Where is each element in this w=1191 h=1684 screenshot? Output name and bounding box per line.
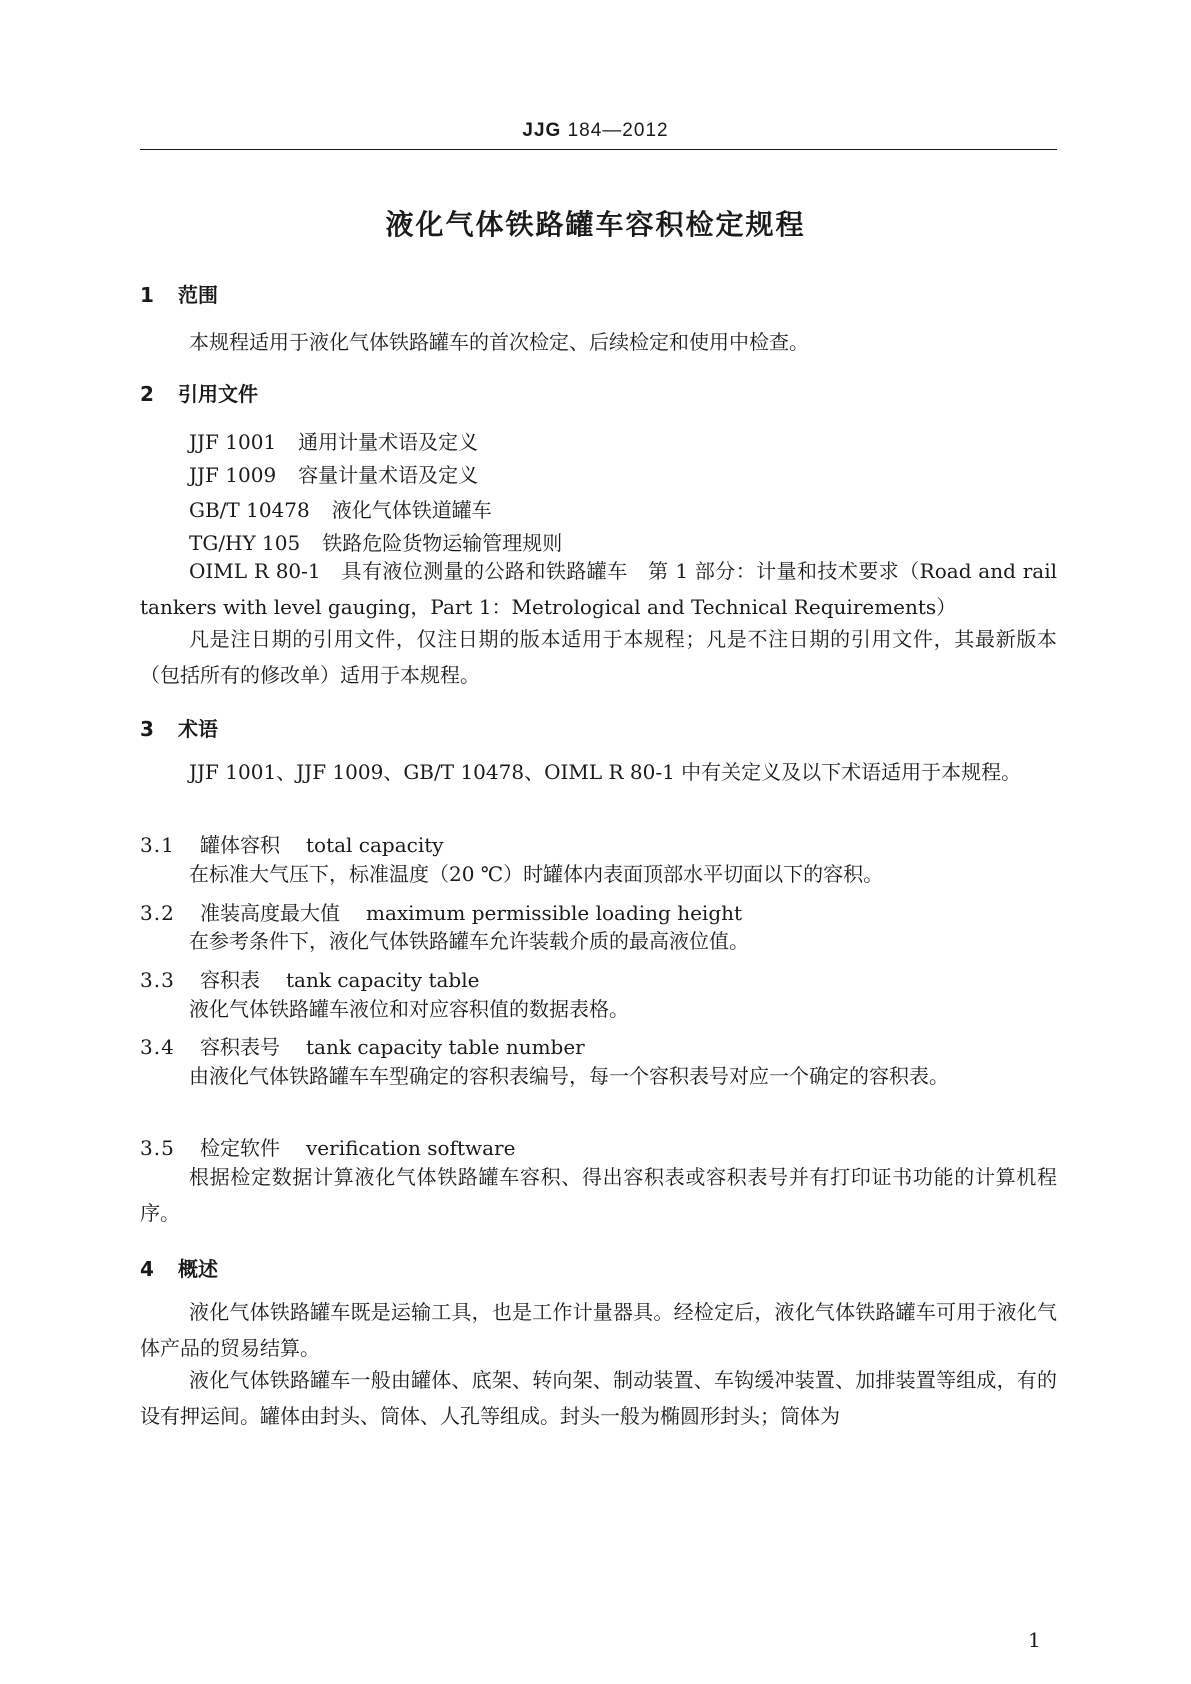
section-1-heading: 1 范围: [140, 283, 218, 307]
term-heading: 3.5 检定软件 verification software: [140, 1136, 516, 1160]
term-definition: 液化气体铁路罐车液位和对应容积值的数据表格。: [189, 997, 629, 1021]
reference-item: GB/T 10478 液化气体铁道罐车: [189, 498, 492, 522]
overview-paragraph: 液化气体铁路罐车既是运输工具，也是工作计量器具。经检定后，液化气体铁路罐车可用于液化气体产品的贸易结算。: [140, 1300, 1057, 1360]
reference-oiml: OIML R 80-1 具有液位测量的公路和铁路罐车 第 1 部分：计量和技术要求（Road and rail tankers with level gauging，Part 1：Metrological and Technical Requirements）: [140, 559, 1057, 619]
term-definition: 根据检定数据计算液化气体铁路罐车容积、得出容积表或容积表号并有打印证书功能的计算机程序。: [140, 1165, 1057, 1225]
reference-item: TG/HY 105 铁路危险货物运输管理规则: [189, 531, 563, 555]
term-heading: 3.2 准装高度最大值 maximum permissible loading height: [140, 901, 743, 925]
term-heading: 3.3 容积表 tank capacity table: [140, 968, 480, 992]
reference-item: JJF 1001 通用计量术语及定义: [189, 430, 479, 454]
page-number: 1: [1028, 1628, 1041, 1652]
term-definition: 在标准大气压下，标准温度（20 ℃）时罐体内表面顶部水平切面以下的容积。: [189, 862, 884, 886]
section-2-heading: 2 引用文件: [140, 382, 258, 406]
term-heading: 3.1 罐体容积 total capacity: [140, 833, 444, 857]
section-1-body: 本规程适用于液化气体铁路罐车的首次检定、后续检定和使用中检查。: [189, 330, 809, 354]
header-rule: [140, 149, 1057, 150]
term-heading: 3.4 容积表号 tank capacity table number: [140, 1035, 585, 1059]
section-3-heading: 3 术语: [140, 717, 218, 741]
reference-item: JJF 1009 容量计量术语及定义: [189, 463, 479, 487]
standard-code-header: JJG 184—2012: [522, 120, 669, 141]
term-definition: 在参考条件下，液化气体铁路罐车允许装载介质的最高液位值。: [189, 929, 749, 953]
document-title: 液化气体铁路罐车容积检定规程: [385, 208, 806, 241]
overview-paragraph: 液化气体铁路罐车一般由罐体、底架、转向架、制动装置、车钩缓冲装置、加排装置等组成，有的设有押运间。罐体由封头、筒体、人孔等组成。封头一般为椭圆形封头；筒体为: [140, 1368, 1057, 1428]
section-4-heading: 4 概述: [140, 1257, 218, 1281]
terms-intro: JJF 1001、JJF 1009、GB/T 10478、OIML R 80-1 中有关定义及以下术语适用于本规程。: [189, 760, 1022, 784]
reference-note: 凡是注日期的引用文件，仅注日期的版本适用于本规程；凡是不注日期的引用文件，其最新版本（包括所有的修改单）适用于本规程。: [140, 627, 1057, 687]
term-definition: 由液化气体铁路罐车车型确定的容积表编号，每一个容积表号对应一个确定的容积表。: [189, 1064, 949, 1088]
